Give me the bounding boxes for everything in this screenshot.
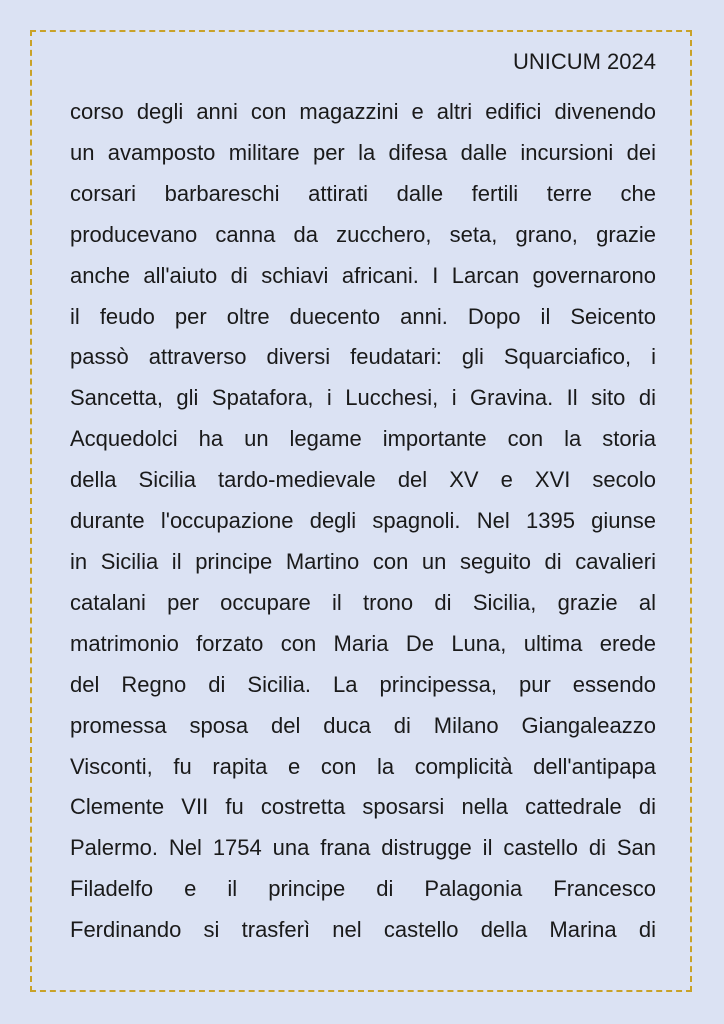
text-line: catalani per occupare il trono di Sicilia, grazie al — [70, 589, 656, 615]
text-line: della Sicilia tardo-medievale del XV e XVI secolo — [70, 467, 656, 493]
text-line: il feudo per oltre duecento anni. Dopo il Seicento — [70, 303, 656, 329]
text-line: un avamposto militare per la difesa dalle incursioni dei — [70, 139, 656, 165]
text-line: Ferdinando si trasferì nel castello della Marina di — [70, 917, 656, 943]
text-line: anche all'aiuto di schiavi africani. I Larcan governarono — [70, 262, 656, 288]
body-paragraph — [70, 92, 656, 951]
text-line: Sancetta, gli Spatafora, i Lucchesi, i Gravina. Il sito di — [70, 385, 656, 411]
text-line: Clemente VII fu costretta sposarsi nella cattedrale di — [70, 794, 656, 820]
text-line: producevano canna da zucchero, seta, grano, grazie — [70, 221, 656, 247]
text-line: Acquedolci ha un legame importante con la storia — [70, 426, 656, 452]
text-line: promessa sposa del duca di Milano Giangaleazzo — [70, 712, 656, 738]
text-line: in Sicilia il principe Martino con un seguito di cavalieri — [70, 548, 656, 574]
text-line: Palermo. Nel 1754 una frana distrugge il castello di San — [70, 835, 656, 861]
text-line: corso degli anni con magazzini e altri edifici divenendo — [70, 99, 656, 124]
text-line: Filadelfo e il principe di Palagonia Francesco — [70, 876, 656, 902]
text-line: matrimonio forzato con Maria De Luna, ultima erede — [70, 630, 656, 656]
text-line: Visconti, fu rapita e con la complicità dell'antipapa — [70, 753, 656, 779]
text-line: corsari barbareschi attirati dalle fertili terre che — [70, 180, 656, 206]
text-line: del Regno di Sicilia. La principessa, pur essendo — [70, 671, 656, 697]
page-header: UNICUM 2024 — [512, 49, 656, 74]
text-line: durante l'occupazione degli spagnoli. Nel 1395 giunse — [70, 508, 656, 534]
text-line: passò attraverso diversi feudatari: gli Squarciafico, i — [70, 344, 656, 370]
